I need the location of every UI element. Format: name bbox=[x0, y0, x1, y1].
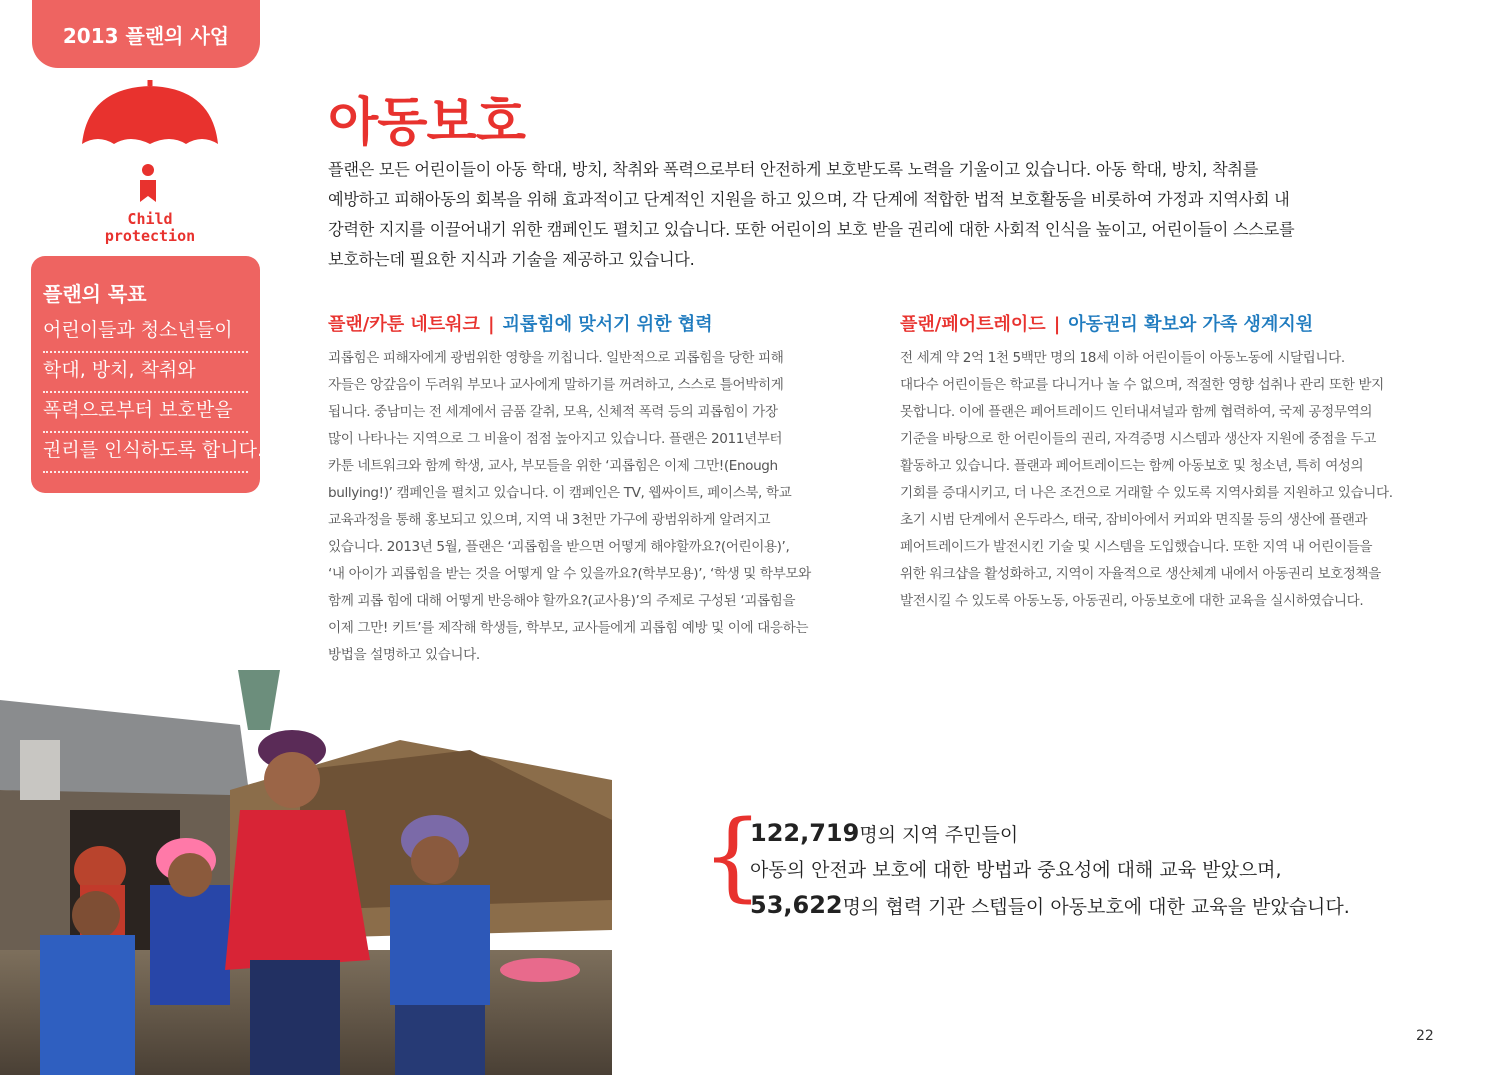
stat-number-residents: 122,719 bbox=[750, 819, 860, 847]
child-protection-label: Child protection bbox=[104, 210, 196, 245]
goal-line: 어린이들과 청소년들이 bbox=[43, 313, 248, 353]
section-tab bbox=[32, 0, 260, 68]
goal-title: 플랜의 목표 bbox=[43, 282, 147, 306]
stat-number-staff: 53,622 bbox=[750, 891, 843, 919]
stats-line-2: 아동의 안전과 보호에 대한 방법과 중요성에 대해 교육 받았으며, bbox=[750, 859, 1282, 881]
goal-line: 폭력으로부터 보호받을 bbox=[43, 393, 248, 433]
left-column-text: 괴롭힘은 피해자에게 광범위한 영향을 끼칩니다. 일반적으로 괴롭힘을 당한 피해 자들은 앙갚음이 두려워 부모나 교사에게 말하기를 꺼려하고, 스스로 틀어박히게 됩니다. 중남미는 전 세계에서 금품 갈취, 모욕, 신체적 폭력 등의 괴롭힘이 가장 많이 나타나는 지역으로 그 비율이 점점 높아지고 있습니다. 플랜은 2011년부터 카툰 네트워크와 함께 학생, 교사, 부모들을 위한 ‘괴롭힘은 이제 그만!(Enough bullying!)’ 캠페인을 펼치고 있습니다. 이 캠페인은 TV, 웹싸이트, 페이스북, 학교 교육과정을 통해 홍보되고 있으며, 지역 내 3천만 가구에 광범위하게 알려지고 있습니다. 2013년 5월, 플랜은 ‘괴롭힘을 받으면 어떻게 해야할까요?(어린이용)’, ‘내 아이가 괴롭힘을 받는 것을 어떻게 알 수 있을까요?(학부모용)’, ‘학생 및 학부모와 함께 괴롭 힘에 대해 어떻게 반응해야 할까요?(교사용)’의 주제로 구성된 ‘괴롭힘을 이제 그만! 키트’를 제작해 학생들, 학부모, 교사들에게 괴롭힘 예방 및 이에 대응하는 방법을 설명하고 있습니다. bbox=[328, 350, 811, 663]
page-number: 22 bbox=[1416, 1028, 1434, 1044]
stats-block bbox=[750, 816, 1350, 925]
left-column-heading: 플랜/카툰 네트워크 | 괴롭힘에 맞서기 위한 협력 bbox=[328, 314, 713, 335]
goal-box bbox=[31, 256, 264, 493]
stats-line-3: 53,622명의 협력 기관 스텝들이 아동보호에 대한 교육을 받았습니다. bbox=[750, 891, 1350, 919]
page-title: 아동보호 bbox=[328, 93, 525, 153]
section-tab-label: 2013 플랜의 사업 bbox=[62, 23, 230, 48]
stats-line-1: 122,719명의 지역 주민들이 bbox=[750, 819, 1019, 847]
goal-line: 학대, 방치, 착취와 bbox=[43, 353, 248, 393]
intro-paragraph: 플랜은 모든 어린이들이 아동 학대, 방치, 착취와 폭력으로부터 안전하게 보호받도록 노력을 기울이고 있습니다. 아동 학대, 방치, 착취를 예방하고 피해아동의 회복을 위해 효과적이고 단계적인 지원을 하고 있으며, 각 단계에 적합한 법적 보호활동을 비롯하여 가정과 지역사회 내 강력한 지지를 이끌어내기 위한 캠페인도 펼치고 있습니다. 또한 어린이의 보호 받을 권리에 대한 사회적 인식을 높이고, 어린이들이 스스로를 보호하는데 필요한 지식과 기술을 제공하고 있습니다. bbox=[328, 160, 1295, 269]
children-photo bbox=[0, 670, 612, 1075]
umbrella-child-icon bbox=[78, 80, 222, 210]
stats-brace: { bbox=[702, 800, 764, 912]
right-column-text: 전 세계 약 2억 1천 5백만 명의 18세 이하 어린이들이 아동노동에 시달립니다. 대다수 어린이들은 학교를 다니거나 놀 수 없으며, 적절한 영향 섭취나 관리 또한 받지 못합니다. 이에 플랜은 페어트레이드 인터내셔널과 함께 협력하여, 국제 공정무역의 기준을 바탕으로 한 어린이들의 권리, 자격증명 시스템과 생산자 지원에 중점을 두고 활동하고 있습니다. 플랜과 페어트레이드는 함께 아동보호 및 청소년, 특히 여성의 기회를 증대시키고, 더 나은 조건으로 거래할 수 있도록 지역사회를 지원하고 있습니다. 초기 시범 단계에서 온두라스, 태국, 잠비아에서 커피와 면직물 등의 생산에 플랜과 페어트레이드가 발전시킨 기술 및 시스템을 도입했습니다. 또한 지역 내 어린이들을 위한 워크샵을 활성화하고, 지역이 자율적으로 생산체계 내에서 아동권리 보호정책을 발전시킬 수 있도록 아동노동, 아동권리, 아동보호에 대한 교육을 실시하였습니다. bbox=[900, 350, 1393, 609]
right-column-heading: 플랜/페어트레이드 | 아동권리 확보와 가족 생계지원 bbox=[900, 314, 1314, 335]
goal-line: 권리를 인식하도록 합니다. bbox=[43, 433, 248, 473]
